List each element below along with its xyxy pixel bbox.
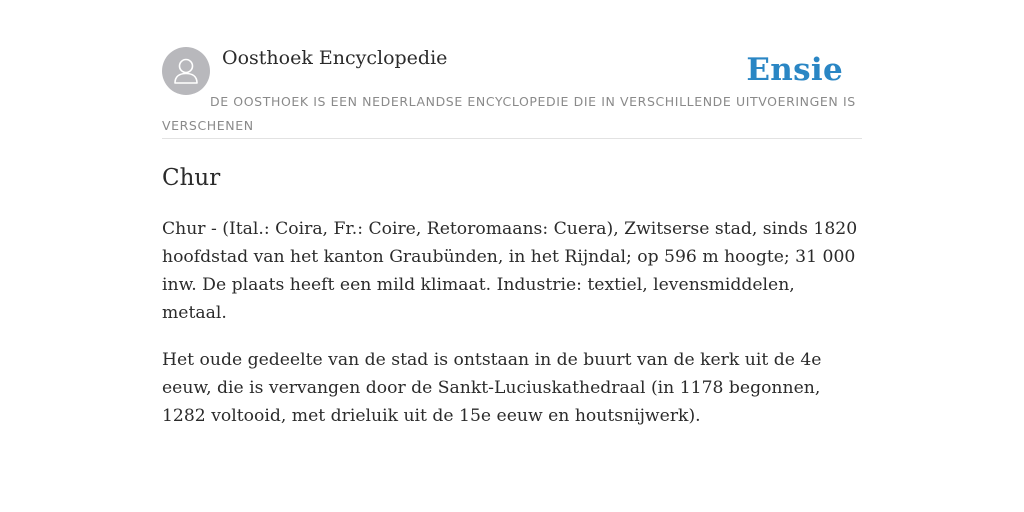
source-tagline: DE OOSTHOEK IS EEN NEDERLANDSE ENCYCLOPEDIE DIE IN VERSCHILLENDE UITVOERINGEN IS VERSCHENEN — [162, 94, 856, 133]
site-title-link[interactable]: Oosthoek Encyclopedie — [222, 47, 448, 69]
source-header — [162, 46, 862, 139]
avatar[interactable] — [162, 47, 210, 95]
article-paragraph: Het oude gedeelte van de stad is ontstaan in de buurt van de kerk uit de 4e eeuw, die is vervangen door de Sankt-Luciuskathedraal (in 1178 begonnen, 1282 voltooid, met drieluik uit de 15e eeuw en houtsnijwerk). — [162, 350, 822, 426]
brand-logo-link[interactable]: Ensie — [746, 52, 843, 88]
article-paragraph: Chur - (Ital.: Coira, Fr.: Coire, Retoromaans: Cuera), Zwitserse stad, sinds 1820 hoofdstad van het kanton Graubünden, in het Rijndal; op 596 m hoogte; 31 000 inw. De plaats heeft een mild klimaat. Industrie: textiel, levensmiddelen, metaal. — [162, 219, 858, 323]
page-container — [162, 46, 862, 449]
article-body — [162, 215, 862, 430]
user-icon — [162, 47, 210, 95]
page-title: Chur — [162, 165, 221, 191]
